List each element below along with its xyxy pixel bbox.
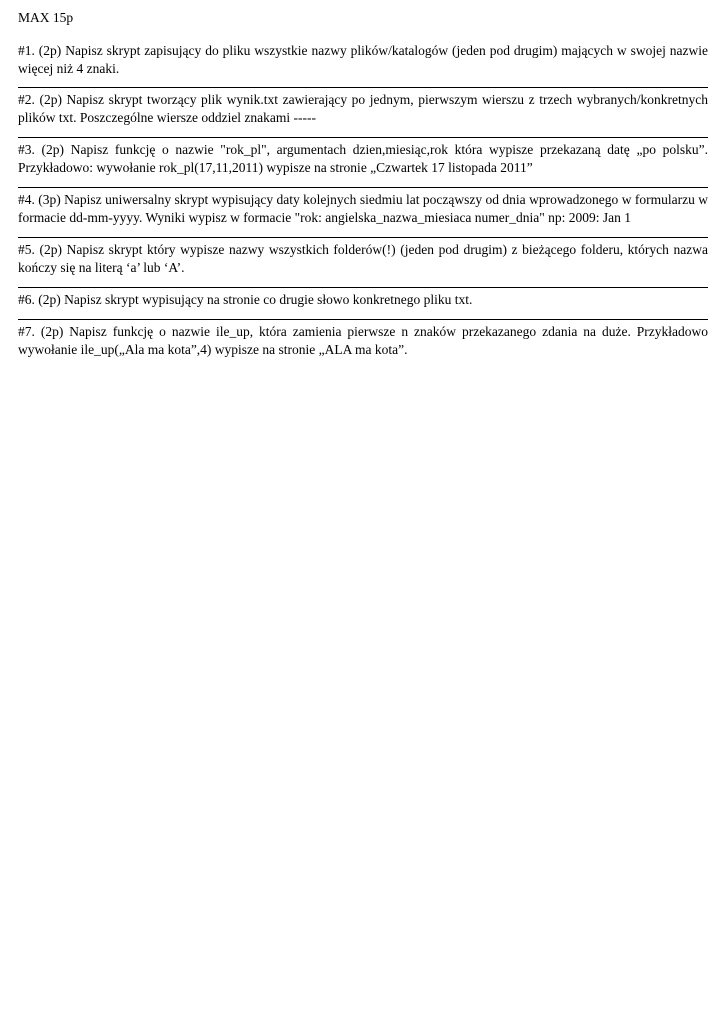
task-6: #6. (2p) Napisz skrypt wypisujący na stronie co drugie słowo konkretnego pliku txt. [18,287,708,309]
task-2: #2. (2p) Napisz skrypt tworzący plik wynik.txt zawierający po jednym, pierwszym wierszu z trzech wybranych/konkretnych plików txt. Poszczególne wiersze oddziel znakami ----- [18,87,708,127]
task-5: #5. (2p) Napisz skrypt który wypisze nazwy wszystkich folderów(!) (jeden pod drugim) z bieżącego folderu, których nazwa kończy się na literą ‘a’ lub ‘A’. [18,237,708,277]
task-3: #3. (2p) Napisz funkcję o nazwie "rok_pl", argumentach dzien,miesiąc,rok która wypisze przekazaną datę „po polsku”. Przykładowo: wywołanie rok_pl(17,11,2011) wypisze na stronie „Czwartek 17 listopada 2011” [18,137,708,177]
task-7: #7. (2p) Napisz funkcję o nazwie ile_up, która zamienia pierwsze n znaków przekazanego zdania na duże. Przykładowo wywołanie ile_up(„Ala ma kota”,4) wypisze na stronie „ALA ma kota”. [18,319,708,359]
task-1: #1. (2p) Napisz skrypt zapisujący do pliku wszystkie nazwy plików/katalogów (jeden pod drugim) mających w swojej nazwie więcej niż 4 znaki. [18,43,708,76]
max-points-header: MAX 15p [18,10,74,25]
task-4: #4. (3p) Napisz uniwersalny skrypt wypisujący daty kolejnych siedmiu lat począwszy od dnia wprowadzonego w formularzu w formacie dd-mm-yyyy. Wyniki wypisz w formacie "rok: angielska_nazwa_miesiaca numer_dnia" np: 2009: Jan 1 [18,187,708,227]
document-page [18,9,708,359]
